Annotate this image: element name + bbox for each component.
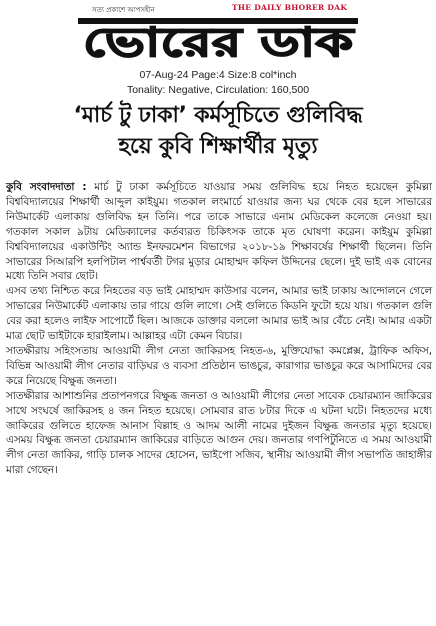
headline-line-1: ‘মার্চ টু ঢাকা’ কর্মসূচিতে গুলিবিদ্ধ <box>73 103 363 128</box>
tonality-info: Tonality: Negative, Circulation: 160,500 <box>126 84 310 96</box>
article-headline <box>6 100 430 162</box>
article-paragraph: সাতক্ষীরায় সহিংসতায় আওয়ামী লীগ নেতা জাকিরসহ নিহত-৬, মুক্তিযোদ্ধা কমপ্লেক্স, ট্রাফিক অফিস, বিভিন্ন আওয়ামী লীগ নেতার বাড়িঘর ও ব্যবসা প্রতিষ্ঠান ভাঙচুর, কারাগার ভাঙচুর করে আসামিদের বের করে নিয়েছে বিক্ষুব্ধ জনতা। <box>6 344 432 387</box>
newspaper-logo <box>78 10 358 64</box>
masthead-english-name: THE DAILY BHORER DAK <box>232 3 348 12</box>
article-paragraph <box>6 180 432 284</box>
headline-line-2: হয়ে কুবি শিক্ষার্থীর মৃত্যু <box>118 134 318 159</box>
masthead <box>0 0 436 66</box>
logo-text: ভোরের ডাক <box>83 20 356 64</box>
newspaper-logo-graphic <box>78 10 358 64</box>
article-byline: কুবি সংবাদদাতা : <box>6 181 87 193</box>
paragraph-text: মার্চ টু ঢাকা কর্মসূচিতে যাওয়ার সময় গুলিবিদ্ধ হয়ে নিহত হয়েছেন কুমিল্লা বিশ্ববিদ্যালয়ের শিক্ষার্থী আব্দুল কাইয়ুম। গতকাল লংমার্চে যাওয়ার জন্য ঘর থেকে বের হলে সাভারের নিউমার্কেট এলাকায় গুলিবিদ্ধ হন তিনি। পরে তাকে সাভারে এনাম মেডিকেল কলেজে নেওয়া হয়। গতকাল সকাল ৯টায় মেডিক্যালের কর্তব্যরত চিকিৎসক তাকে মৃত ঘোষণা করেন। কাইয়ুম কুমিল্লা বিশ্ববিদ্যালয়ের একাউন্টিং অ্যান্ড ইনফরমেশন বিভাগের ২০১৮-১৯ শিক্ষাবর্ষের শিক্ষার্থী ছিলেন। তিনি সাভারের সিআরপি হলপিটাল পার্শ্ববর্তী টগর মুড়ার মোহাম্মদ কফিল উদ্দিনের ছেলে। দুই ভাই এক বোনের মধ্যে তিনি সবার ছোট। <box>6 181 433 283</box>
masthead-tagline: সত্য প্রকাশে আপসহীন <box>92 6 155 14</box>
article-paragraph: সাতক্ষীরার আশাশুনির প্রতাপনগরে বিক্ষুব্ধ জনতা ও আওয়ামী লীগের নেতা সাবেক চেয়ারম্যান জাকিরের সাথে সংঘর্ষে জাকিরসহ ৪ জন নিহত হয়েছে। সোমবার রাত ৮টার দিকে এ ঘটনা ঘটে। নিহতদের মধ্যে জাকিরের গুলিতে হাফেজ আনাস বিল্লাহ ও আদম আলী নামের দুইজন বিক্ষুব্ধ জনতার মৃত্যু হয়েছে। এসময় বিক্ষুব্ধ জনতা চেয়ারম্যান জাকিরের বাড়িতে আগুন দেয়। জনতার গণপিটুনিতে এ সময় আওয়ামী লীগ নেতা জাকির, গাড়ি চালক সাদের হোসেন, ভাইপো সজিব, স্থানীয় আওয়ামী লীগ সভাপতি জাহাঙ্গীর মারা গেছেন। <box>6 389 432 477</box>
article-body <box>6 180 432 478</box>
article-paragraph: এসব তথ্য নিশ্চিত করে নিহতের বড় ভাই মোহাম্মদ কাউসার বলেন, আমার ভাই ঢাকায় আন্দোলনে গেলে সাভারের নিউমার্কেট এলাকায় তার গায়ে গুলি লাগে। সেই গুলিতে কিডনি ফুটো হয়ে যায়। গতকাল গুলি বের করা হলেও লাইফ সাপোর্টে ছিল। আজকে ডাক্তার বললো আমার ভাই আর বেঁচে নেই। আমার একটা মাত্র ছোট ভাইটাকে হারাইলাম। আল্লাহর এটা কেমন বিচার। <box>6 285 432 343</box>
clipping-info: 07-Aug-24 Page:4 Size:8 col*inch <box>139 69 297 81</box>
